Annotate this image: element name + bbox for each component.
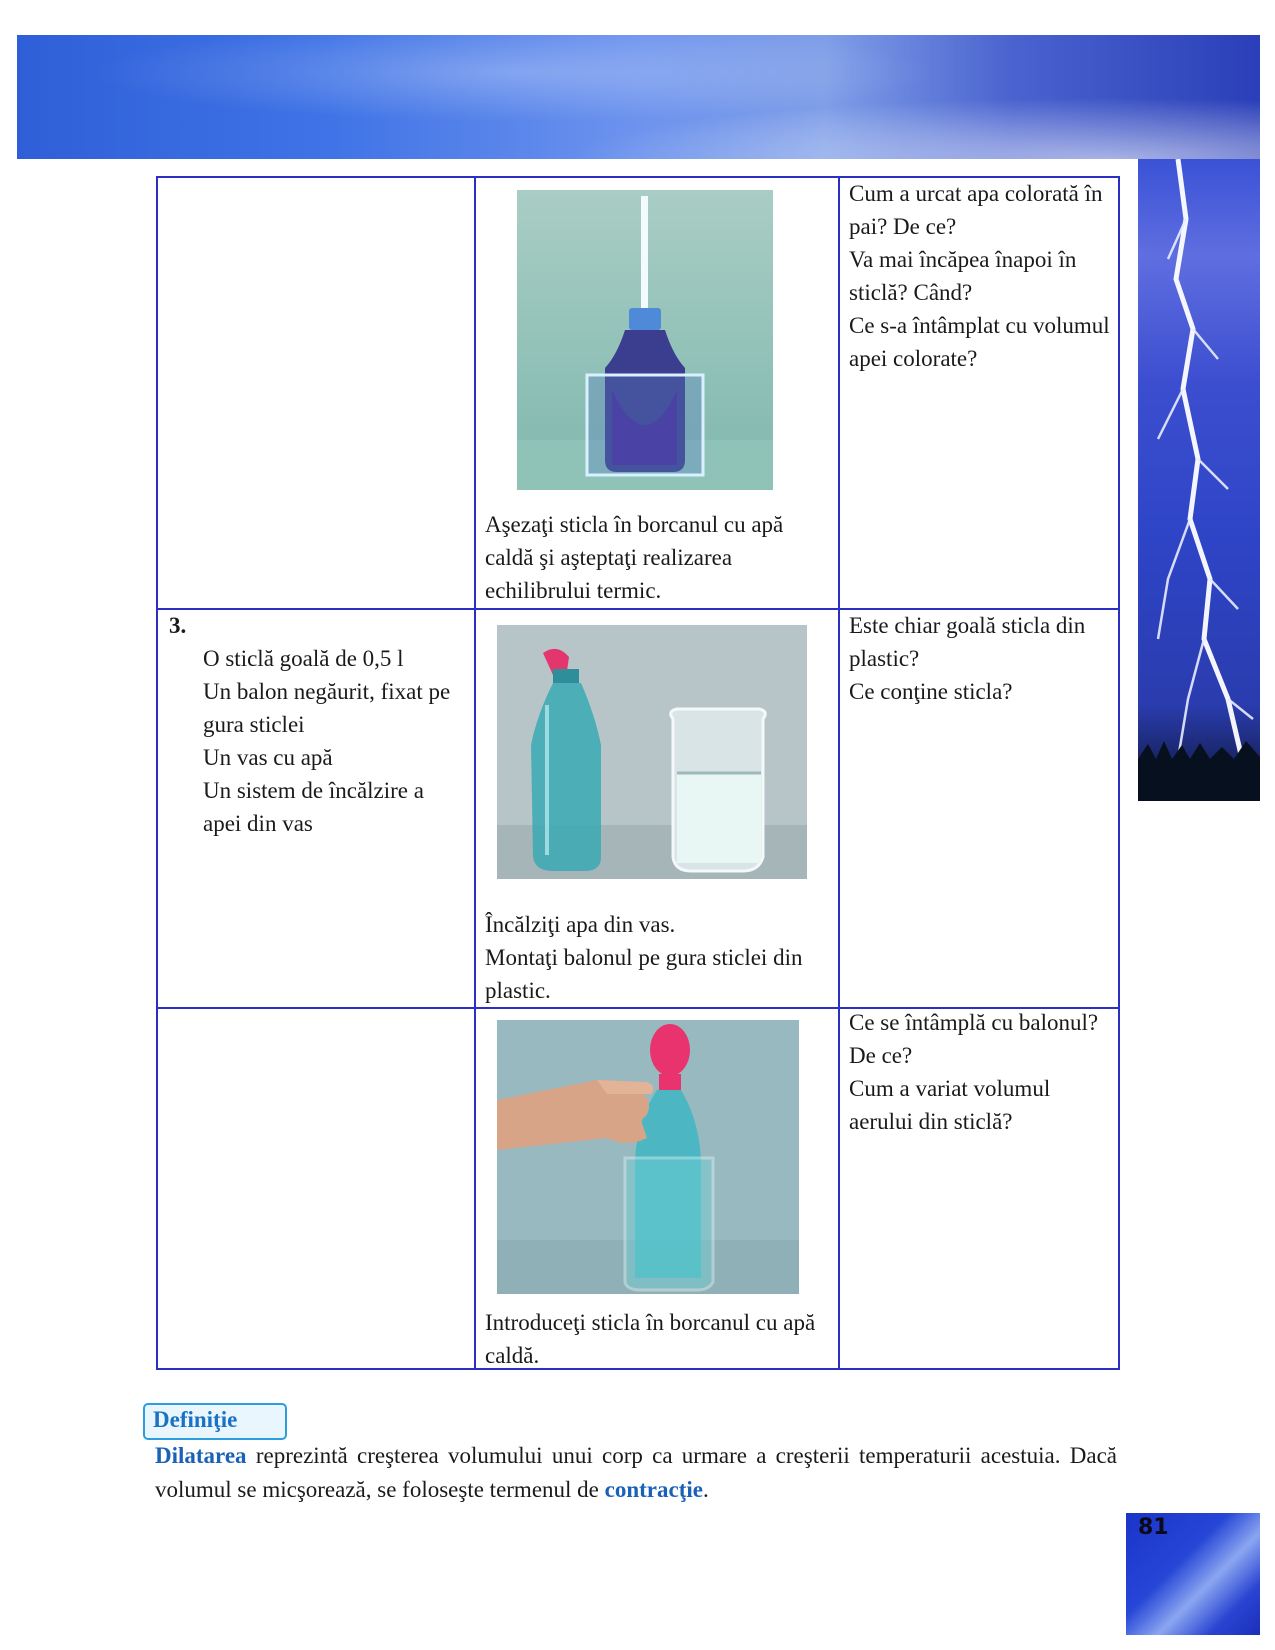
lightning-image: [1138, 159, 1260, 801]
definition-text: [155, 1439, 1117, 1507]
row2-questions: [849, 609, 1111, 708]
materials-list: [169, 642, 454, 840]
table-border-right: [1118, 176, 1120, 1370]
question: Cum a variat volumul aerului din sticlă?: [849, 1076, 1051, 1134]
row3-caption: Introduceţi sticla în borcanul cu apă caldă.: [485, 1310, 816, 1368]
question: De ce?: [849, 1043, 913, 1068]
definition-body: reprezintă creşterea volumului unui corp ca urmare a creşterii temperaturii acestuia. Dacă volumul se micşorează, se foloseşte termenul de: [155, 1443, 1117, 1502]
definition-label: Definiţie: [153, 1407, 238, 1432]
row2-materials: [169, 609, 454, 840]
list-item: Un sistem de încălzire a apei din vas: [203, 778, 424, 836]
caption-line: Încălziţi apa din vas.: [485, 912, 676, 937]
row1-caption: Aşezaţi sticla în borcanul cu apă caldă şi aşteptaţi realizarea echilibrului termic.: [485, 512, 784, 603]
question: Ce se întâmplă cu balonul?: [849, 1010, 1099, 1035]
photo-hand-balloon-bottle: [497, 1020, 799, 1294]
row3-questions: [849, 1006, 1111, 1138]
row1-questions: [849, 177, 1111, 375]
question: Cum a urcat apa colorată în pai? De ce?: [849, 181, 1103, 239]
row2-caption: [485, 908, 825, 1007]
item-number: 3.: [169, 613, 187, 638]
caption-line: Montaţi balonul pe gura sticlei din plastic.: [485, 945, 803, 1003]
table-column-divider: [474, 176, 476, 1370]
photo-bottle-with-straw: [517, 190, 773, 490]
question: Este chiar goală sticla din plastic?: [849, 613, 1086, 671]
term-contractie: contracţie: [604, 1477, 703, 1502]
table-column-divider: [838, 176, 840, 1370]
term-dilatarea: Dilatarea: [155, 1443, 247, 1468]
photo-bottle-and-jar: [497, 625, 807, 879]
table-border-left: [156, 176, 158, 1370]
list-item: Un vas cu apă: [203, 745, 333, 770]
list-item: O sticlă goală de 0,5 l: [203, 646, 404, 671]
definition-end: .: [702, 1477, 709, 1502]
question: Ce conţine sticla?: [849, 679, 1013, 704]
question: Va mai încăpea înapoi în sticlă? Când?: [849, 247, 1077, 305]
page-number: 81: [1138, 1515, 1169, 1540]
header-banner: [17, 35, 1260, 159]
question: Ce s-a întâmplat cu volumul apei colorate?: [849, 313, 1110, 371]
list-item: Un balon negăurit, fixat pe gura sticlei: [203, 679, 451, 737]
